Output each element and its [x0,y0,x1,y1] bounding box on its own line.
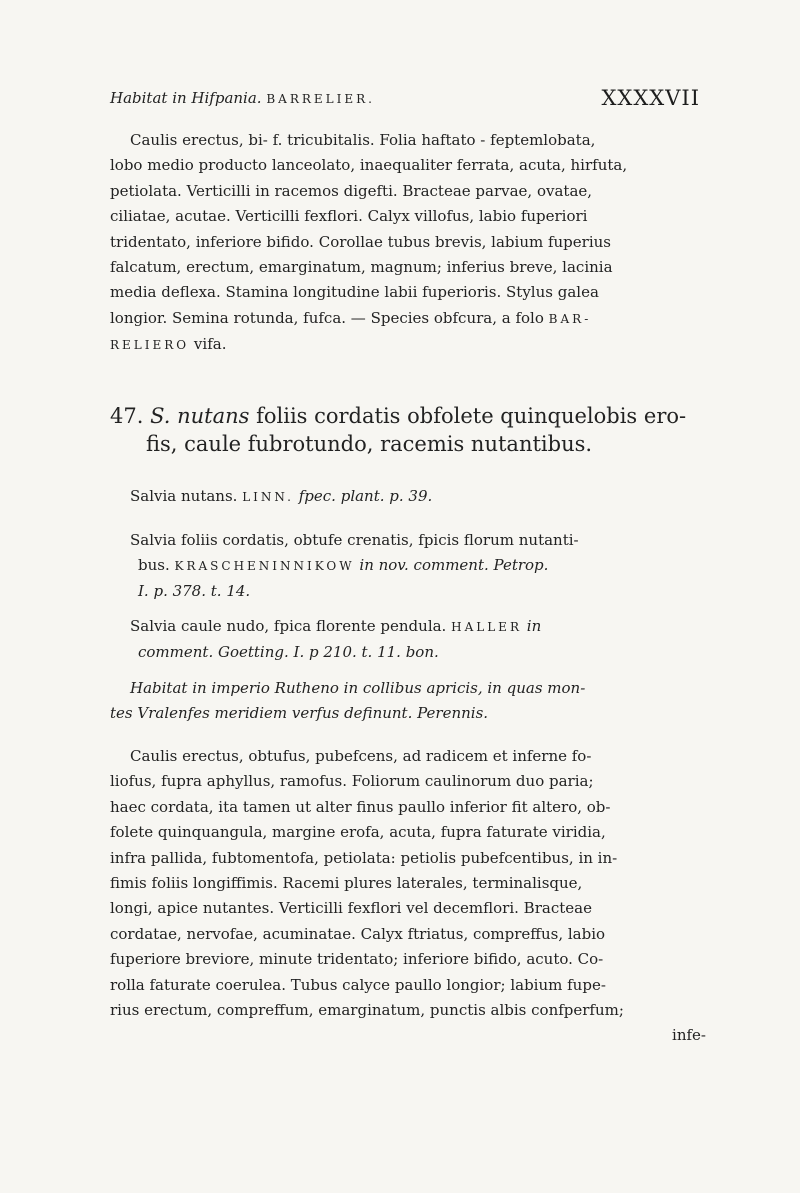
para2-line: fuperiore breviore, minute tridentato; inferiore bifido, acuto. Co- [110,950,604,969]
para2-line: liofus, fupra aphyllus, ramofus. Foliorum caulinorum duo paria; [110,772,594,791]
synonym-2-line-3: I. p. 378. t. 14. [138,582,251,600]
para1-line [110,332,706,358]
synonym-3-text: Salvia caule nudo, fpica florente pendula. [130,617,447,635]
catchword: infe- [672,1026,706,1045]
description-paragraph-1 [110,128,706,359]
para2-line: rius erectum, compreffum, emarginatum, punctis albis confperfum; [110,1001,624,1020]
para1-line: Caulis erectus, bi- f. tricubitalis. Folia haftato - feptemlobata, [130,131,596,149]
author-small-caps: RELIERO [110,338,190,353]
para1-line: falcatum, erectum, emarginatum, magnum; inferius breve, lacinia [110,258,613,277]
synonym-3-ref: in [526,617,542,635]
species-line-1 [110,402,706,430]
synonym-2-line-2 [110,553,706,579]
para1-line [110,306,706,332]
para2-line: cordatae, nervofae, acuminatae. Calyx ftriatus, compreffus, labio [110,924,606,943]
synonym-3 [110,614,706,665]
synonym-3-line-1 [110,614,706,640]
para2-line: infra pallida, fubtomentofa, petiolata: petiolis pubefcentibus, in in- [110,848,618,867]
species-number: 47. [110,404,144,428]
synonym-2-text2: bus. [138,556,170,574]
synonym-1 [110,484,706,510]
para2-line: longi, apice nutantes. Verticilli fexflori vel decemflori. Bracteae [110,899,592,918]
para1-line-text: vifa. [193,335,227,354]
para1-line: lobo medio producto lanceolato, inaequaliter ferrata, acuta, hirfuta, [110,156,628,175]
synonym-1-line [110,484,706,510]
species-line-2: fis, caule fubrotundo, racemis nutantibus. [146,432,593,456]
para2-line: fimis foliis longiffimis. Racemi plures laterales, terminalisque, [110,874,583,893]
synonym-1-author: LINN. [242,490,294,504]
habitat-line-1 [110,86,706,112]
para1-line: tridentato, inferiore bifido. Corollae tubus brevis, labium fuperius [110,232,611,251]
species-heading [110,402,706,458]
synonym-3-author: HALLER [451,620,522,634]
para1-line: media deflexa. Stamina longitudine labii fuperioris. Stylus galea [110,283,599,302]
habitat-2-line-1: Habitat in imperio Rutheno in collibus apricis, in quas mon- [130,679,586,697]
synonym-2-line-1: Salvia foliis cordatis, obtufe crenatis, fpicis florum nutanti- [130,531,579,549]
habitat-2-line-2: tes Vralenfes meridiem verfus definunt. Perennis. [110,704,489,722]
species-name: S. nutans [150,404,250,428]
para1-line: ciliatae, acutae. Verticilli fexflori. Calyx villofus, labio fuperiori [110,207,588,226]
para1-line: petiolata. Verticilli in racemos digefti. Bracteae parvae, ovatae, [110,181,593,200]
synonym-3-line-2: comment. Goetting. I. p 210. t. 11. bon. [138,643,439,661]
synonym-2 [110,528,706,604]
page-number: XXXXVII [601,86,700,110]
para2-line: folete quinquangula, margine erofa, acuta, fupra faturate viridia, [110,823,606,842]
author-small-caps: BAR- [548,311,592,326]
habitat-2 [110,676,706,726]
para2-line: haec cordata, ita tamen ut alter finus paullo inferior fit altero, ob- [110,797,611,816]
synonym-1-name: Salvia nutans. [130,487,238,505]
species-diagnosis: foliis cordatis obfolete quinquelobis ero- [256,404,687,428]
habitat-label: Habitat in Hifpania. [110,89,262,107]
para2-line: Caulis erectus, obtufus, pubefcens, ad radicem et inferne fo- [130,747,592,765]
para2-line: rolla faturate coerulea. Tubus calyce paullo longior; labium fupe- [110,975,606,994]
habitat-author: BARRELIER. [266,92,375,106]
synonym-2-ref: in nov. comment. Petrop. [359,556,549,574]
description-paragraph-2 [110,744,706,1049]
para1-line-text: longior. Semina rotunda, fufca. — Species obfcura, a folo [110,308,544,327]
synonym-2-author: KRASCHENINNIKOW [174,559,355,573]
synonym-1-ref: fpec. plant. p. 39. [298,487,433,505]
